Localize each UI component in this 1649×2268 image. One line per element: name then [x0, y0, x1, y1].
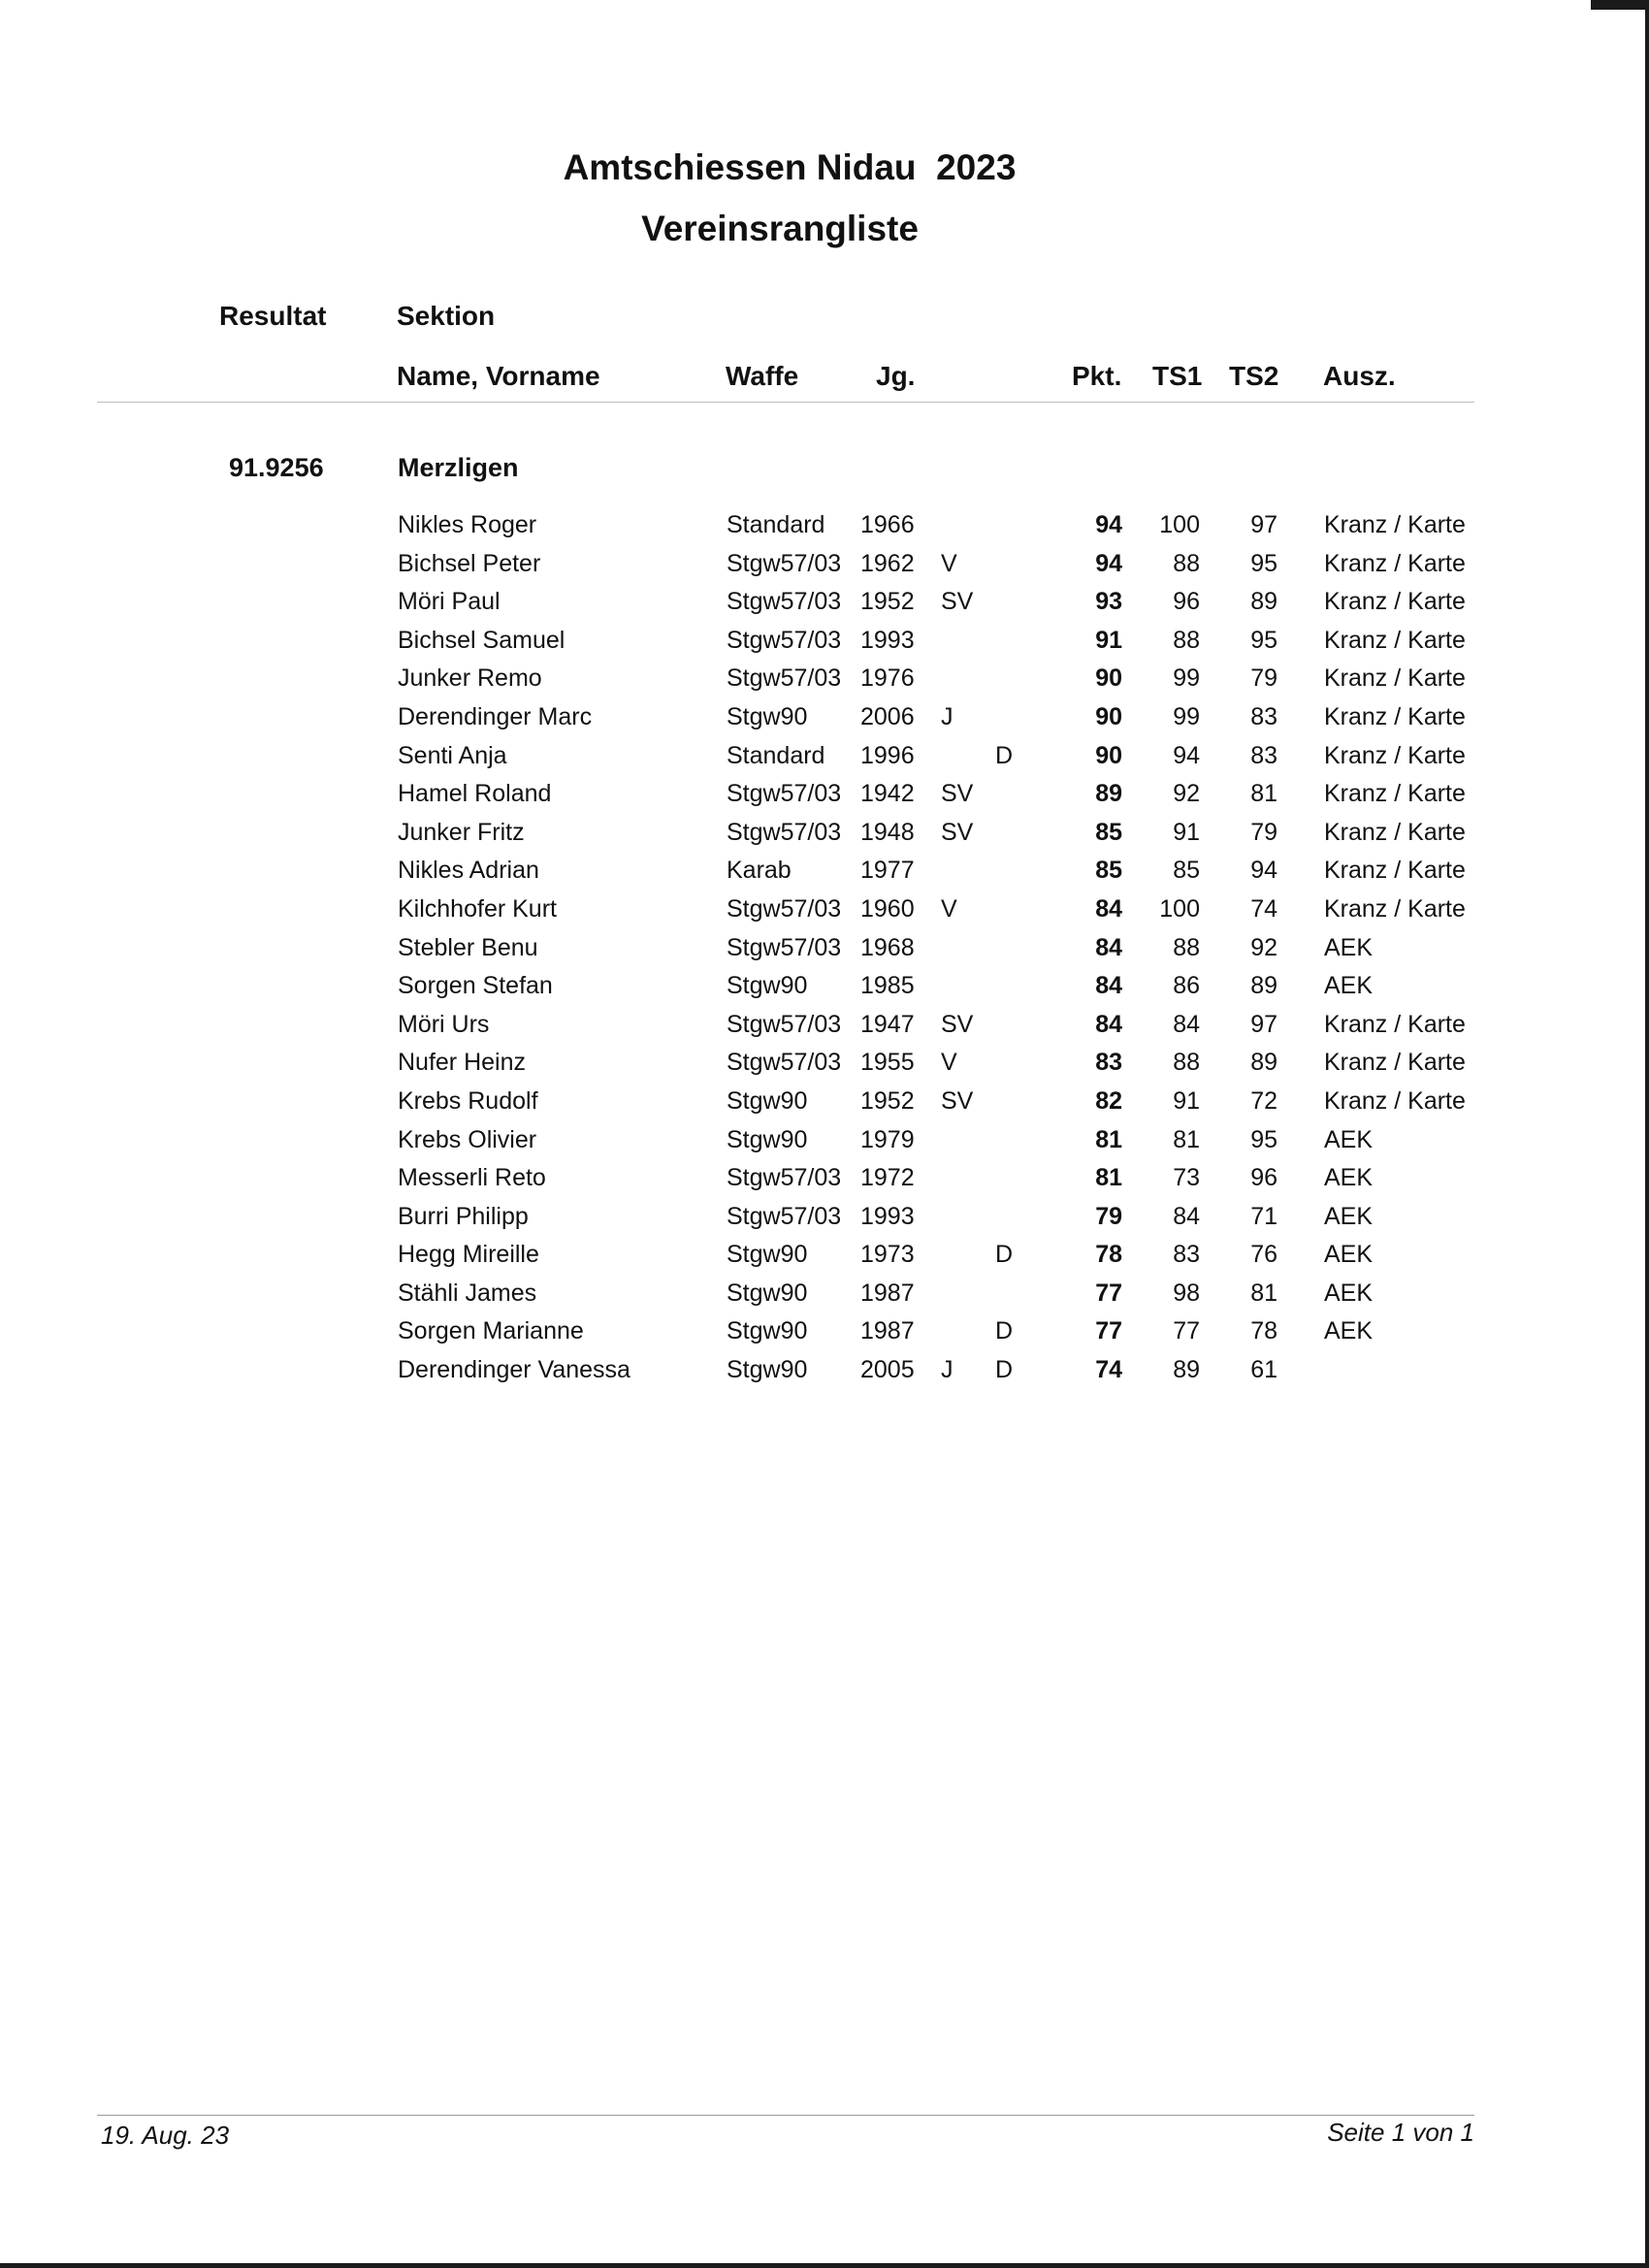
award-cell: Kranz / Karte: [1324, 857, 1466, 885]
table-row: [0, 776, 1649, 815]
tiebreak-score-1-cell: 91: [1173, 818, 1200, 846]
shooter-name-cell: Junker Fritz: [398, 818, 525, 846]
table-row: [0, 1007, 1649, 1046]
weapon-cell: Stgw57/03: [727, 549, 842, 577]
table-row: [0, 1045, 1649, 1084]
shooter-name-cell: Nikles Roger: [398, 511, 537, 538]
section-score: 91.9256: [229, 453, 324, 482]
birth-year-cell: 1993: [860, 1202, 915, 1230]
points-cell: 85: [1095, 818, 1122, 846]
table-row: [0, 891, 1649, 930]
tiebreak-score-2-cell: 72: [1250, 1086, 1277, 1115]
weapon-cell: Stgw90: [727, 1279, 808, 1307]
weapon-cell: Stgw57/03: [727, 1010, 842, 1038]
points-cell: 90: [1095, 664, 1122, 693]
shooter-name-cell: Möri Urs: [398, 1010, 490, 1038]
tiebreak-score-1-cell: 84: [1173, 1010, 1200, 1038]
table-row: [0, 661, 1649, 699]
weapon-cell: Karab: [727, 857, 792, 885]
tiebreak-score-2-cell: 89: [1250, 1049, 1277, 1077]
age-category-cell: J: [941, 1356, 954, 1384]
column-header-resultat: Resultat: [219, 301, 327, 331]
tiebreak-score-2-cell: 92: [1250, 933, 1277, 961]
gender-flag-cell: D: [995, 1241, 1014, 1269]
weapon-cell: Stgw57/03: [727, 1202, 842, 1230]
weapon-cell: Stgw57/03: [727, 933, 842, 961]
tiebreak-score-1-cell: 99: [1173, 702, 1200, 730]
shooter-name-cell: Burri Philipp: [398, 1202, 529, 1230]
column-header-waffe: Waffe: [726, 361, 799, 391]
weapon-cell: Stgw90: [727, 1241, 808, 1269]
shooter-name-cell: Bichsel Samuel: [398, 626, 566, 654]
points-cell: 93: [1095, 588, 1122, 616]
shooter-name-cell: Stebler Benu: [398, 933, 538, 961]
tiebreak-score-2-cell: 96: [1250, 1164, 1277, 1192]
column-header-ts2: TS2: [1229, 361, 1279, 391]
weapon-cell: Stgw90: [727, 1356, 808, 1384]
table-row: [0, 1313, 1649, 1352]
birth-year-cell: 1960: [860, 894, 915, 923]
weapon-cell: Stgw57/03: [727, 818, 842, 846]
table-row: [0, 584, 1649, 623]
shooter-name-cell: Kilchhofer Kurt: [398, 894, 557, 923]
tiebreak-score-2-cell: 78: [1250, 1317, 1277, 1345]
footer-page-number: Seite 1 von 1: [1327, 2118, 1474, 2147]
table-row: [0, 930, 1649, 969]
weapon-cell: Standard: [727, 741, 825, 769]
points-cell: 83: [1095, 1049, 1122, 1077]
tiebreak-score-2-cell: 94: [1250, 857, 1277, 885]
weapon-cell: Stgw57/03: [727, 1049, 842, 1077]
points-cell: 81: [1095, 1125, 1122, 1153]
weapon-cell: Stgw90: [727, 1317, 808, 1345]
award-cell: Kranz / Karte: [1324, 588, 1466, 616]
column-header-jg: Jg.: [876, 361, 916, 391]
award-cell: AEK: [1324, 1202, 1374, 1230]
tiebreak-score-1-cell: 73: [1173, 1164, 1200, 1192]
birth-year-cell: 1952: [860, 588, 915, 616]
column-header-name: Name, Vorname: [397, 361, 600, 391]
shooter-name-cell: Derendinger Marc: [398, 702, 593, 730]
award-cell: AEK: [1324, 933, 1374, 961]
table-row: [0, 699, 1649, 738]
gender-flag-cell: D: [995, 1356, 1014, 1384]
tiebreak-score-2-cell: 83: [1250, 741, 1277, 769]
results-table: [0, 507, 1649, 1391]
award-cell: Kranz / Karte: [1324, 664, 1466, 693]
birth-year-cell: 1952: [860, 1086, 915, 1115]
age-category-cell: SV: [941, 1010, 974, 1038]
age-category-cell: SV: [941, 780, 974, 808]
shooter-name-cell: Sorgen Marianne: [398, 1317, 584, 1345]
tiebreak-score-1-cell: 100: [1159, 894, 1200, 923]
header-divider: [97, 402, 1474, 403]
table-row: [0, 1276, 1649, 1314]
table-row: [0, 738, 1649, 777]
shooter-name-cell: Derendinger Vanessa: [398, 1356, 630, 1384]
shooter-name-cell: Messerli Reto: [398, 1164, 546, 1192]
birth-year-cell: 1942: [860, 780, 915, 808]
birth-year-cell: 1972: [860, 1164, 915, 1192]
points-cell: 90: [1095, 702, 1122, 730]
points-cell: 94: [1095, 511, 1122, 538]
tiebreak-score-2-cell: 95: [1250, 549, 1277, 577]
award-cell: Kranz / Karte: [1324, 626, 1466, 654]
weapon-cell: Stgw57/03: [727, 664, 842, 693]
table-row: [0, 968, 1649, 1007]
weapon-cell: Stgw57/03: [727, 1164, 842, 1192]
birth-year-cell: 1985: [860, 972, 915, 1000]
shooter-name-cell: Hegg Mireille: [398, 1241, 539, 1269]
award-cell: AEK: [1324, 1241, 1374, 1269]
tiebreak-score-1-cell: 96: [1173, 588, 1200, 616]
tiebreak-score-1-cell: 88: [1173, 549, 1200, 577]
column-header-pkt: Pkt.: [1072, 361, 1122, 391]
tiebreak-score-2-cell: 97: [1250, 511, 1277, 538]
table-row: [0, 1122, 1649, 1161]
birth-year-cell: 1947: [860, 1010, 915, 1038]
weapon-cell: Stgw90: [727, 702, 808, 730]
points-cell: 81: [1095, 1164, 1122, 1192]
tiebreak-score-2-cell: 61: [1250, 1356, 1277, 1384]
scan-edge-bottom: [0, 2263, 1649, 2268]
tiebreak-score-2-cell: 83: [1250, 702, 1277, 730]
weapon-cell: Stgw57/03: [727, 588, 842, 616]
tiebreak-score-1-cell: 84: [1173, 1202, 1200, 1230]
column-header-sektion: Sektion: [397, 301, 496, 331]
tiebreak-score-2-cell: 95: [1250, 626, 1277, 654]
table-row: [0, 1237, 1649, 1276]
award-cell: Kranz / Karte: [1324, 1086, 1466, 1115]
points-cell: 84: [1095, 972, 1122, 1000]
award-cell: Kranz / Karte: [1324, 894, 1466, 923]
birth-year-cell: 2006: [860, 702, 915, 730]
points-cell: 79: [1095, 1202, 1122, 1230]
award-cell: Kranz / Karte: [1324, 818, 1466, 846]
birth-year-cell: 1966: [860, 511, 915, 538]
shooter-name-cell: Hamel Roland: [398, 780, 552, 808]
tiebreak-score-1-cell: 92: [1173, 780, 1200, 808]
tiebreak-score-1-cell: 94: [1173, 741, 1200, 769]
award-cell: Kranz / Karte: [1324, 780, 1466, 808]
tiebreak-score-1-cell: 83: [1173, 1241, 1200, 1269]
birth-year-cell: 1962: [860, 549, 915, 577]
table-row: [0, 623, 1649, 662]
tiebreak-score-1-cell: 98: [1173, 1279, 1200, 1307]
footer-date: 19. Aug. 23: [101, 2121, 230, 2150]
tiebreak-score-1-cell: 77: [1173, 1317, 1200, 1345]
tiebreak-score-2-cell: 81: [1250, 1279, 1277, 1307]
section-name: Merzligen: [398, 453, 519, 482]
age-category-cell: V: [941, 894, 957, 923]
points-cell: 77: [1095, 1317, 1122, 1345]
document-subtitle: Vereinsrangliste: [641, 209, 919, 248]
birth-year-cell: 2005: [860, 1356, 915, 1384]
tiebreak-score-1-cell: 81: [1173, 1125, 1200, 1153]
shooter-name-cell: Stähli James: [398, 1279, 537, 1307]
award-cell: Kranz / Karte: [1324, 549, 1466, 577]
weapon-cell: Standard: [727, 511, 825, 538]
points-cell: 84: [1095, 894, 1122, 923]
award-cell: AEK: [1324, 1125, 1374, 1153]
shooter-name-cell: Junker Remo: [398, 664, 542, 693]
column-header-ts1: TS1: [1152, 361, 1203, 391]
column-header-ausz: Ausz.: [1323, 361, 1396, 391]
tiebreak-score-2-cell: 81: [1250, 780, 1277, 808]
tiebreak-score-2-cell: 74: [1250, 894, 1277, 923]
age-category-cell: V: [941, 1049, 957, 1077]
birth-year-cell: 1993: [860, 626, 915, 654]
points-cell: 84: [1095, 1010, 1122, 1038]
birth-year-cell: 1977: [860, 857, 915, 885]
shooter-name-cell: Möri Paul: [398, 588, 501, 616]
tiebreak-score-1-cell: 91: [1173, 1086, 1200, 1115]
points-cell: 77: [1095, 1279, 1122, 1307]
shooter-name-cell: Senti Anja: [398, 741, 507, 769]
age-category-cell: SV: [941, 1086, 974, 1115]
table-row: [0, 1352, 1649, 1391]
points-cell: 84: [1095, 933, 1122, 961]
shooter-name-cell: Sorgen Stefan: [398, 972, 553, 1000]
points-cell: 78: [1095, 1241, 1122, 1269]
tiebreak-score-2-cell: 97: [1250, 1010, 1277, 1038]
shooter-name-cell: Krebs Olivier: [398, 1125, 537, 1153]
birth-year-cell: 1979: [860, 1125, 915, 1153]
tiebreak-score-1-cell: 88: [1173, 626, 1200, 654]
age-category-cell: V: [941, 549, 957, 577]
birth-year-cell: 1968: [860, 933, 915, 961]
tiebreak-score-1-cell: 88: [1173, 933, 1200, 961]
tiebreak-score-2-cell: 79: [1250, 664, 1277, 693]
award-cell: Kranz / Karte: [1324, 511, 1466, 538]
shooter-name-cell: Krebs Rudolf: [398, 1086, 538, 1115]
weapon-cell: Stgw57/03: [727, 780, 842, 808]
shooter-name-cell: Nikles Adrian: [398, 857, 539, 885]
points-cell: 91: [1095, 626, 1122, 654]
award-cell: AEK: [1324, 1164, 1374, 1192]
award-cell: Kranz / Karte: [1324, 702, 1466, 730]
award-cell: Kranz / Karte: [1324, 1010, 1466, 1038]
points-cell: 74: [1095, 1356, 1122, 1384]
document-title: Amtschiessen Nidau 2023: [563, 147, 1017, 187]
birth-year-cell: 1976: [860, 664, 915, 693]
scan-edge-top: [1591, 0, 1649, 10]
table-row: [0, 546, 1649, 585]
tiebreak-score-2-cell: 71: [1250, 1202, 1277, 1230]
tiebreak-score-1-cell: 100: [1159, 511, 1200, 538]
footer-divider: [97, 2115, 1474, 2116]
gender-flag-cell: D: [995, 1317, 1014, 1345]
birth-year-cell: 1987: [860, 1317, 915, 1345]
points-cell: 90: [1095, 741, 1122, 769]
tiebreak-score-2-cell: 89: [1250, 972, 1277, 1000]
tiebreak-score-2-cell: 76: [1250, 1241, 1277, 1269]
age-category-cell: SV: [941, 818, 974, 846]
birth-year-cell: 1948: [860, 818, 915, 846]
points-cell: 85: [1095, 857, 1122, 885]
shooter-name-cell: Bichsel Peter: [398, 549, 541, 577]
award-cell: AEK: [1324, 1279, 1374, 1307]
weapon-cell: Stgw57/03: [727, 894, 842, 923]
age-category-cell: J: [941, 702, 954, 730]
table-row: [0, 1084, 1649, 1122]
table-row: [0, 507, 1649, 546]
tiebreak-score-1-cell: 89: [1173, 1356, 1200, 1384]
table-row: [0, 853, 1649, 891]
table-row: [0, 1160, 1649, 1199]
birth-year-cell: 1955: [860, 1049, 915, 1077]
weapon-cell: Stgw90: [727, 1125, 808, 1153]
tiebreak-score-2-cell: 89: [1250, 588, 1277, 616]
gender-flag-cell: D: [995, 741, 1014, 769]
table-row: [0, 1199, 1649, 1238]
points-cell: 94: [1095, 549, 1122, 577]
birth-year-cell: 1987: [860, 1279, 915, 1307]
award-cell: AEK: [1324, 1317, 1374, 1345]
weapon-cell: Stgw57/03: [727, 626, 842, 654]
tiebreak-score-1-cell: 99: [1173, 664, 1200, 693]
age-category-cell: SV: [941, 588, 974, 616]
tiebreak-score-2-cell: 95: [1250, 1125, 1277, 1153]
shooter-name-cell: Nufer Heinz: [398, 1049, 526, 1077]
award-cell: Kranz / Karte: [1324, 741, 1466, 769]
birth-year-cell: 1973: [860, 1241, 915, 1269]
award-cell: AEK: [1324, 972, 1374, 1000]
weapon-cell: Stgw90: [727, 1086, 808, 1115]
points-cell: 89: [1095, 780, 1122, 808]
award-cell: Kranz / Karte: [1324, 1049, 1466, 1077]
table-row: [0, 815, 1649, 854]
birth-year-cell: 1996: [860, 741, 915, 769]
tiebreak-score-1-cell: 85: [1173, 857, 1200, 885]
weapon-cell: Stgw90: [727, 972, 808, 1000]
tiebreak-score-2-cell: 79: [1250, 818, 1277, 846]
points-cell: 82: [1095, 1086, 1122, 1115]
tiebreak-score-1-cell: 88: [1173, 1049, 1200, 1077]
tiebreak-score-1-cell: 86: [1173, 972, 1200, 1000]
